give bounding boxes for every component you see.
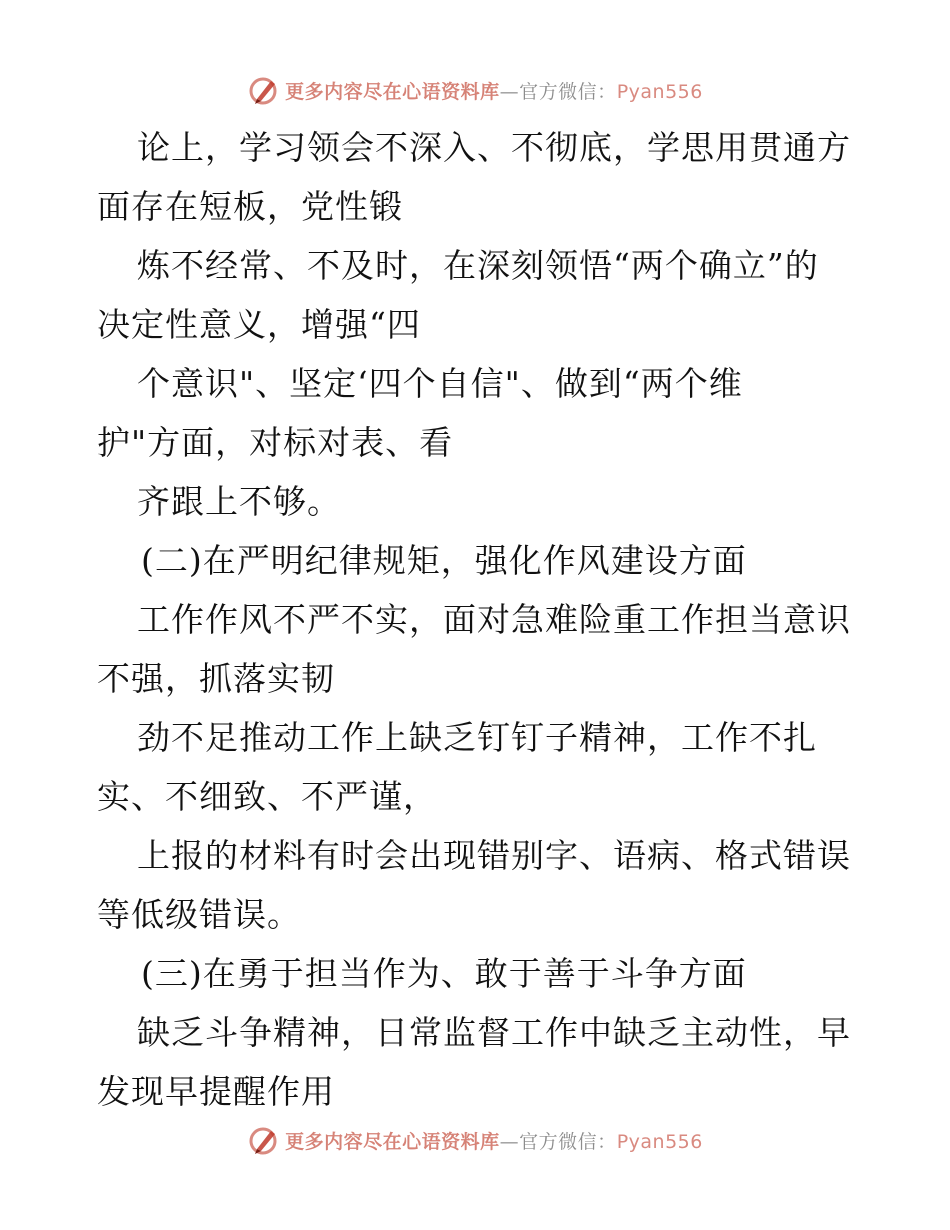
watermark-wechat-id: Pyan556 xyxy=(616,80,703,103)
paragraph-line: 上报的材料有时会出现错别字、语病、格式错误 xyxy=(137,836,851,875)
paragraph-line: 发现早提醒作用 xyxy=(97,1072,335,1111)
paragraph-line: 决定性意义，增强“四 xyxy=(97,305,421,344)
paragraph-line: 论上，学习领会不深入、不彻底，学思用贯通方 xyxy=(137,128,851,167)
paragraph-line: 面存在短板，党性锻 xyxy=(97,187,403,226)
paragraph-line: 劲不足推动工作上缺乏钉钉子精神，工作不扎 xyxy=(137,718,817,757)
watermark-text xyxy=(285,1127,703,1154)
footer-watermark-banner xyxy=(0,1120,950,1160)
watermark-official-label: 官方微信： xyxy=(519,1130,617,1153)
watermark-text xyxy=(285,77,703,104)
pen-logo-icon xyxy=(247,73,281,107)
paragraph-line: 不强，抓落实韧 xyxy=(97,659,335,698)
section-heading-line: (三)在勇于担当作为、敢于善于斗争方面 xyxy=(141,954,747,993)
paragraph-line: 等低级错误。 xyxy=(97,895,301,934)
watermark-separator: — xyxy=(499,80,520,103)
paragraph-line: 个意识"、坚定‘四个自信"、做到“两个维 xyxy=(137,364,743,403)
watermark-separator: — xyxy=(499,1130,520,1153)
paragraph-line: 炼不经常、不及时，在深刻领悟“两个确立”的 xyxy=(137,246,819,285)
paragraph-line: 缺乏斗争精神，日常监督工作中缺乏主动性，早 xyxy=(137,1013,851,1052)
pen-logo-icon xyxy=(247,1123,281,1157)
paragraph-line: 齐跟上不够。 xyxy=(137,482,341,521)
header-watermark-banner xyxy=(0,70,950,110)
paragraph-line: 护"方面，对标对表、看 xyxy=(97,423,454,462)
document-body xyxy=(97,118,857,1121)
section-heading-line: (二)在严明纪律规矩，强化作风建设方面 xyxy=(141,541,747,580)
watermark-brand: 更多内容尽在心语资料库 xyxy=(285,1130,500,1153)
paragraph-line: 工作作风不严不实，面对急难险重工作担当意识 xyxy=(137,600,851,639)
watermark-brand: 更多内容尽在心语资料库 xyxy=(285,80,500,103)
watermark-wechat-id: Pyan556 xyxy=(616,1130,703,1153)
watermark-official-label: 官方微信： xyxy=(519,80,617,103)
paragraph-line: 实、不细致、不严谨， xyxy=(97,777,437,816)
